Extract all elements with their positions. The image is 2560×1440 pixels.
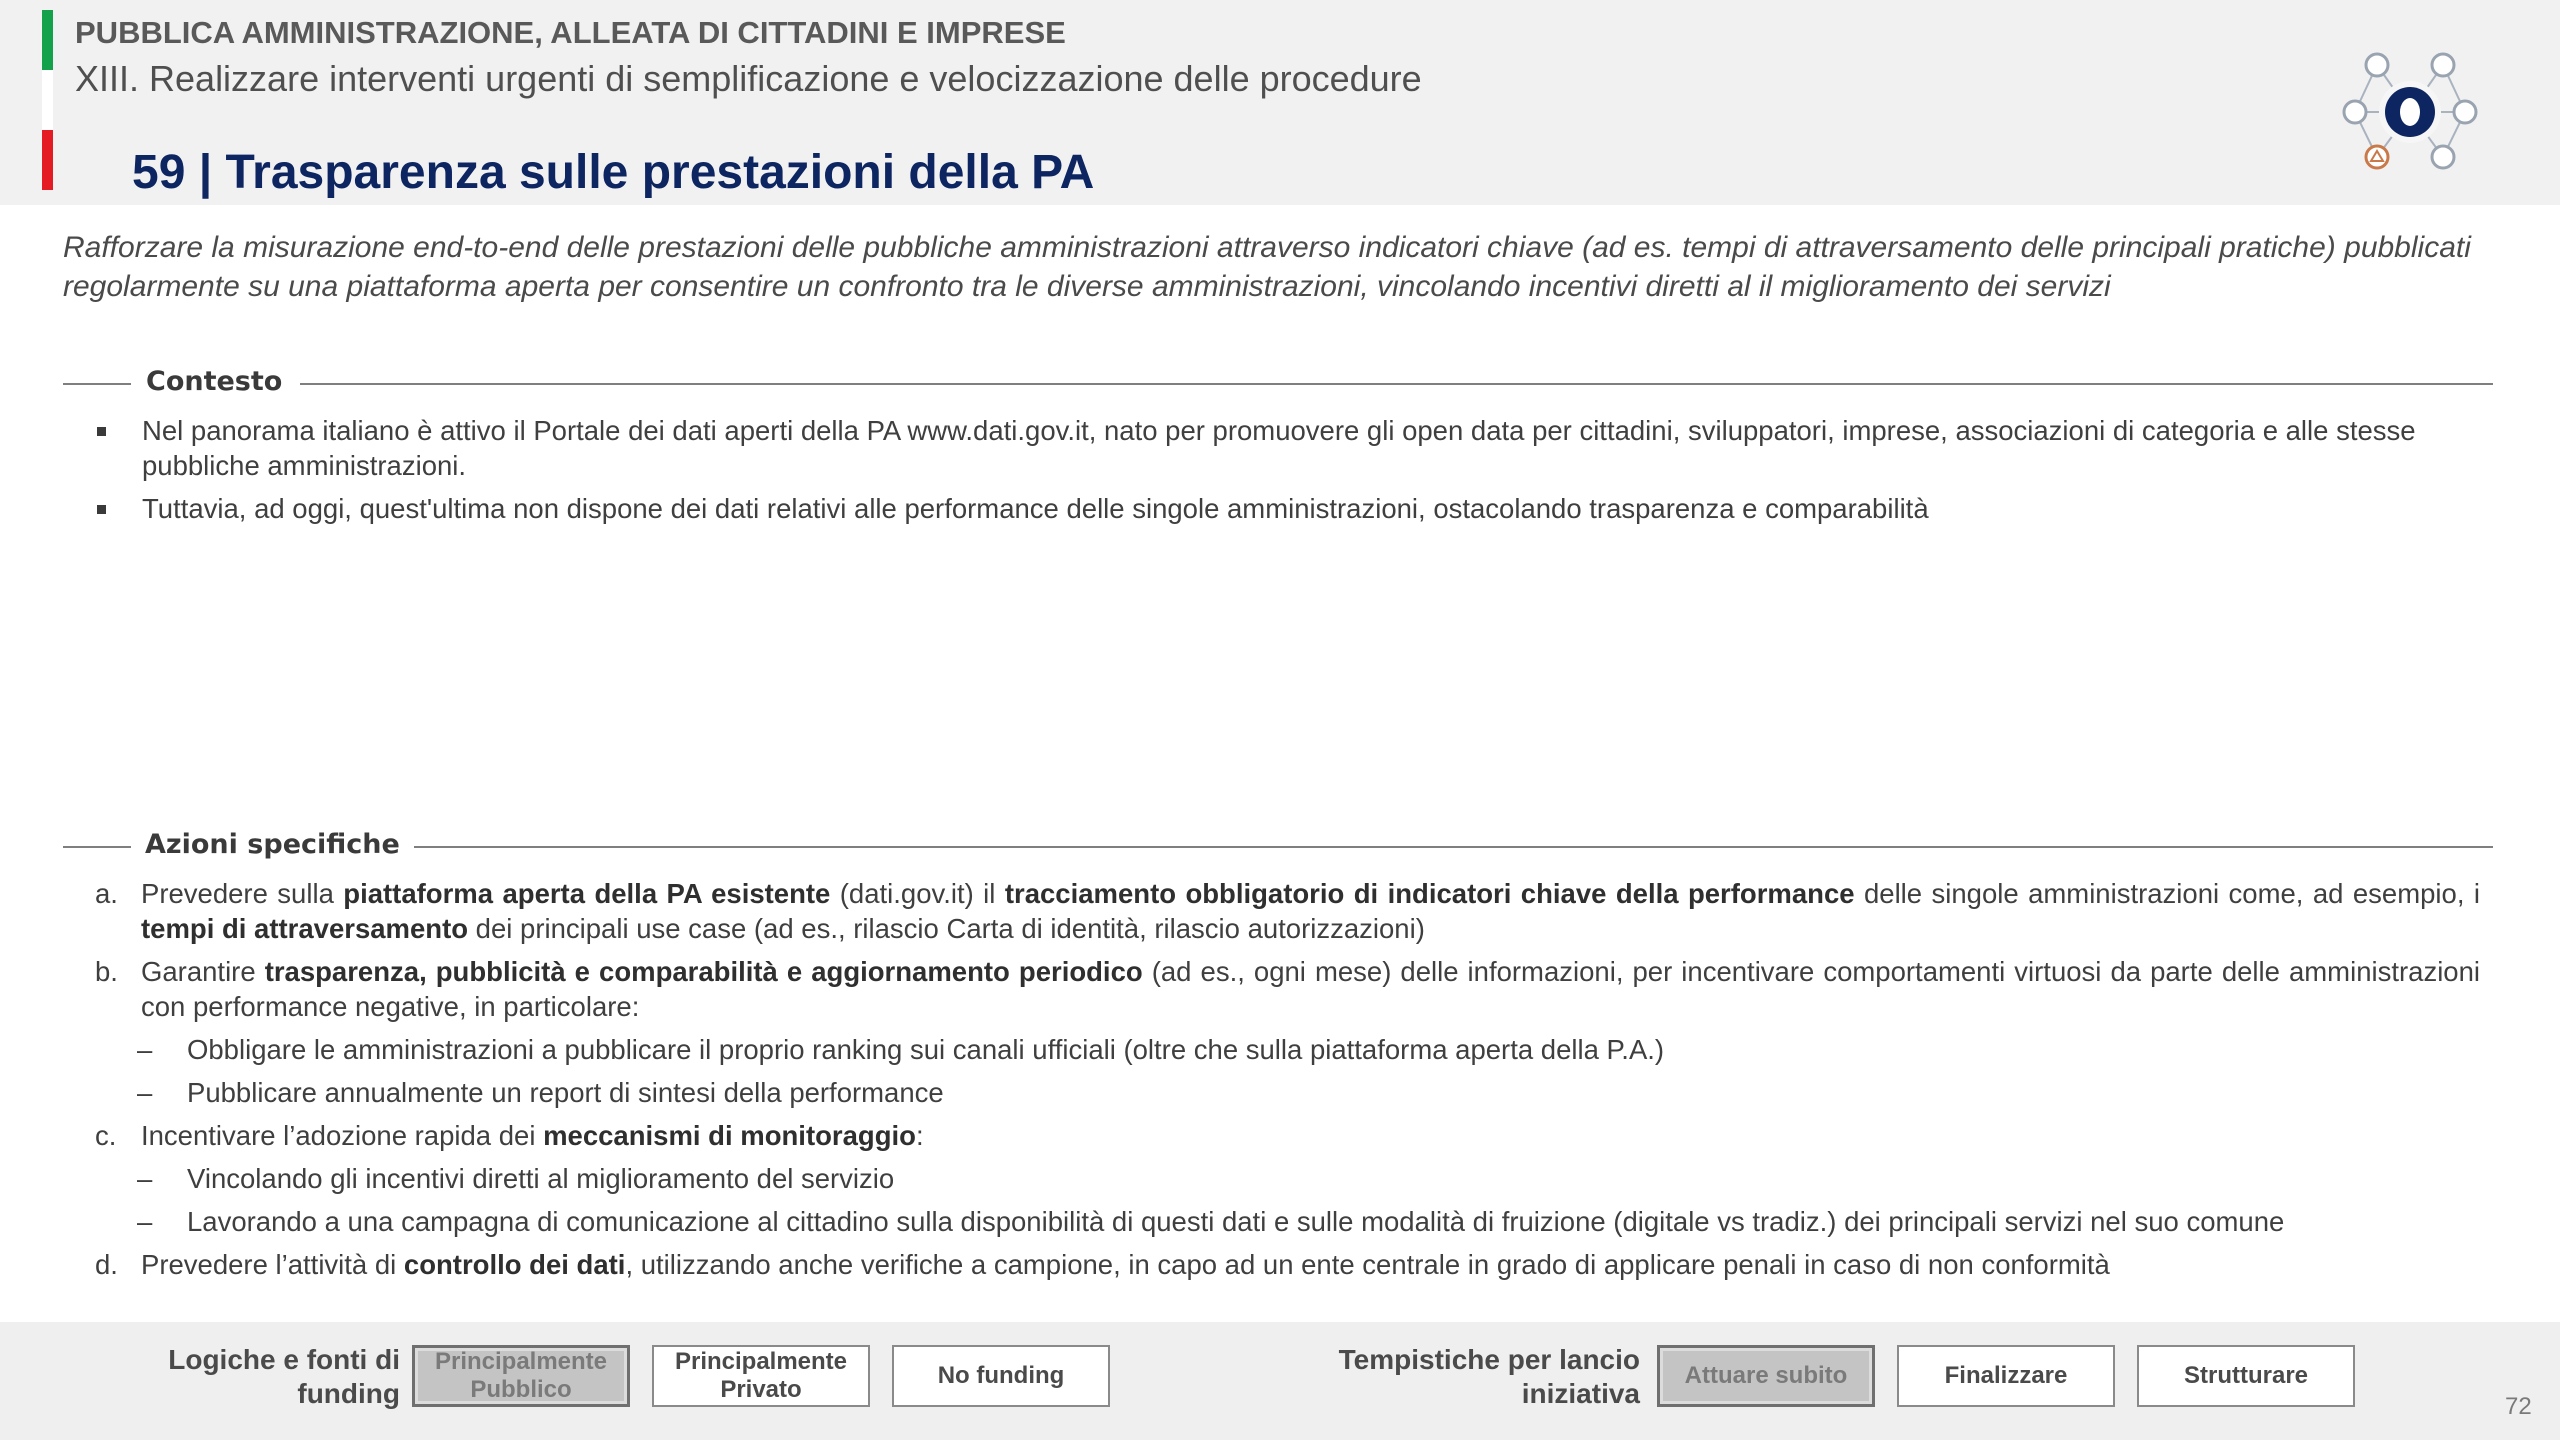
bullet-square-icon [97, 427, 106, 436]
action-subitem: – Obbligare le amministrazioni a pubblicare il proprio ranking sui canali ufficiali (oltre che sulla piattaforma aperta della P.A.) [137, 1034, 1665, 1065]
funding-option-privato[interactable]: Principalmente Privato [652, 1345, 870, 1407]
funding-option-pubblico[interactable]: Principalmente Pubblico [412, 1345, 630, 1407]
azioni-heading: Azioni specifiche [145, 829, 400, 860]
timing-label: Tempistiche per lancio iniziativa [1338, 1344, 1640, 1409]
page-number: 72 [2505, 1393, 2532, 1420]
funding-option-no-funding[interactable]: No funding [892, 1345, 1110, 1407]
intro-text: Rafforzare la misurazione end-to-end delle prestazioni delle pubbliche amministrazioni attraverso indicatori chiave (ad es. tempi di attraversamento delle principali pratiche) pubblicati regolarmente su una piattaforma aperta per consentire un confronto tra le diverse amministrazioni, vincolando incentivi diretti al il miglioramento dei servizi [63, 231, 2471, 303]
flag-stripe-white [42, 70, 53, 130]
contesto-list [95, 413, 2490, 534]
timing-option-finalizzare[interactable]: Finalizzare [1897, 1345, 2115, 1407]
flag-stripe-red [42, 130, 53, 190]
section-title: PUBBLICA AMMINISTRAZIONE, ALLEATA DI CITTADINI E IMPRESE [75, 15, 1066, 50]
contesto-bullet: Nel panorama italiano è attivo il Portale dei dati aperti della PA www.dati.gov.it, nato per promuovere gli open data per cittadini, sviluppatori, imprese, associazioni di categoria e alle stesse pubbliche amministrazioni. [95, 413, 2490, 483]
azioni-divider-right [414, 846, 2493, 848]
contesto-bullet: Tuttavia, ad oggi, quest'ultima non dispone dei dati relativi alle performance delle singole amministrazioni, ostacolando trasparenza e comparabilità [95, 491, 2490, 526]
contesto-divider-left [63, 383, 131, 385]
subsection-title: XIII. Realizzare interventi urgenti di semplificazione e velocizzazione delle procedure [75, 58, 1422, 99]
timing-option-strutturare[interactable]: Strutturare [2137, 1345, 2355, 1407]
action-subitem: – Pubblicare annualmente un report di sintesi della performance [137, 1077, 944, 1108]
flag-stripe-green [42, 10, 53, 70]
action-item-a: a. Prevedere sulla piattaforma aperta della PA esistente (dati.gov.it) il tracciamento obbligatorio di indicatori chiave della performance delle singole amministrazioni come, ad esempio, i tempi di attraversamento dei principali use case (ad es., rilascio Carta di identità, rilascio autorizzazioni) [95, 878, 2480, 944]
contesto-divider-right [300, 383, 2493, 385]
bullet-square-icon [97, 505, 106, 514]
action-item-c: c. Incentivare l’adozione rapida dei meccanismi di monitoraggio: [95, 1120, 924, 1151]
contesto-heading: Contesto [146, 366, 283, 397]
azioni-divider-left [63, 846, 131, 848]
action-item-d: d. Prevedere l’attività di controllo dei dati, utilizzando anche verifiche a campione, in capo ad un ente centrale in grado di applicare penali in caso di non conformità [95, 1249, 2110, 1280]
azioni-list [95, 876, 2480, 1290]
action-subitem: – Lavorando a una campagna di comunicazione al cittadino sulla disponibilità di questi dati e sulle modalità di fruizione (digitale vs tradiz.) dei principali servizi nel suo comune [137, 1206, 2285, 1237]
network-logo-icon [2330, 45, 2490, 180]
funding-label: Logiche e fonti di funding [168, 1344, 400, 1409]
action-subitem: – Vincolando gli incentivi diretti al miglioramento del servizio [137, 1163, 895, 1194]
timing-option-attuare-subito[interactable]: Attuare subito [1657, 1345, 1875, 1407]
action-item-b: b. Garantire trasparenza, pubblicità e comparabilità e aggiornamento periodico (ad es., ogni mese) delle informazioni, per incentivare comportamenti virtuosi da parte delle amministrazioni con performance negative, in particolare: [95, 956, 2480, 1022]
page-title: 59 | Trasparenza sulle prestazioni della PA [132, 146, 1095, 199]
